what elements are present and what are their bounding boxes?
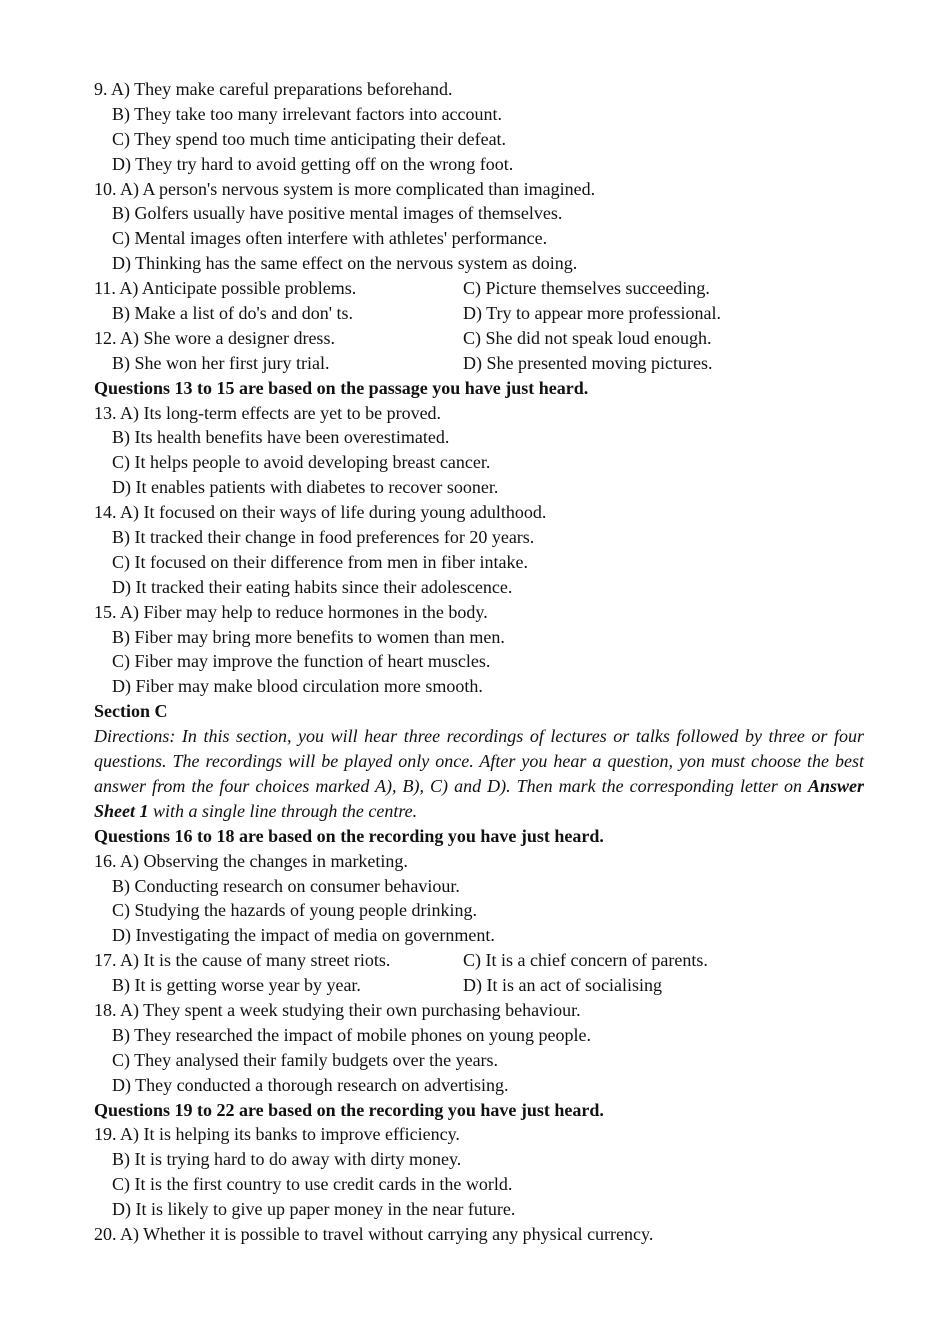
q9-option-c: C) They spend too much time anticipating their defeat. [112,128,507,149]
q18-option-c: C) They analysed their family budgets over the years. [112,1049,499,1070]
heading-questions-16-18: Questions 16 to 18 are based on the recording you have just heard. [94,825,604,846]
q19-option-d: D) It is likely to give up paper money in the near future. [112,1199,516,1220]
q12-row-2 [94,351,864,376]
q10-option-b: B) Golfers usually have positive mental images of themselves. [112,203,563,224]
q15-option-c: C) Fiber may improve the function of heart muscles. [112,651,491,672]
q14-option-c: C) It focused on their difference from men in fiber intake. [112,551,529,572]
q10-option-c: C) Mental images often interfere with athletes' performance. [112,228,548,249]
q9-option-d: D) They try hard to avoid getting off on the wrong foot. [112,153,514,174]
q17-row-1 [94,948,864,973]
heading-questions-13-15: Questions 13 to 15 are based on the passage you have just heard. [94,377,589,398]
q17-option-a: 17. A) It is the cause of many street riots. [94,950,391,971]
q19-option-b: B) It is trying hard to do away with dirty money. [112,1149,462,1170]
q11-row-1 [94,276,864,301]
q16-option-a: 16. A) Observing the changes in marketing. [94,850,408,871]
q11-option-d: D) Try to appear more professional. [463,303,721,324]
q14-option-b: B) It tracked their change in food preferences for 20 years. [112,527,535,548]
q14-option-a: 14. A) It focused on their ways of life during young adulthood. [94,502,547,523]
q16-option-b: B) Conducting research on consumer behaviour. [112,875,460,896]
q12-option-a: 12. A) She wore a designer dress. [94,327,335,348]
q15-option-b: B) Fiber may bring more benefits to women than men. [112,626,505,647]
q12-row-1 [94,326,864,351]
q9-option-a: 9. A) They make careful preparations beforehand. [94,79,453,99]
q11-row-2 [94,301,864,326]
q10-option-d: D) Thinking has the same effect on the nervous system as doing. [112,253,578,274]
q12-option-d: D) She presented moving pictures. [463,352,713,373]
q20-option-a: 20. A) Whether it is possible to travel without carrying any physical currency. [94,1224,654,1245]
q12-option-c: C) She did not speak loud enough. [463,327,712,348]
q15-option-d: D) Fiber may make blood circulation more smooth. [112,676,483,697]
section-c-title: Section C [94,701,168,722]
q17-option-c: C) It is a chief concern of parents. [463,950,708,971]
q13-option-b: B) Its health benefits have been overestimated. [112,427,450,448]
q16-option-d: D) Investigating the impact of media on government. [112,925,495,946]
q19-option-a: 19. A) It is helping its banks to improve efficiency. [94,1124,460,1145]
q17-row-2 [94,973,864,998]
q10-option-a: 10. A) A person's nervous system is more complicated than imagined. [94,178,596,199]
q18-option-b: B) They researched the impact of mobile phones on young people. [112,1024,592,1045]
section-c-directions [94,724,864,824]
q15-option-a: 15. A) Fiber may help to reduce hormones in the body. [94,601,488,622]
q19-option-c: C) It is the first country to use credit cards in the world. [112,1174,513,1195]
q11-option-b: B) Make a list of do's and don' ts. [112,303,353,324]
q11-option-a: 11. A) Anticipate possible problems. [94,278,357,299]
q13-option-d: D) It enables patients with diabetes to recover sooner. [112,477,499,498]
q18-option-a: 18. A) They spent a week studying their own purchasing behaviour. [94,1000,581,1021]
directions-answer-sheet: Answer Sheet 1 [94,775,864,821]
q12-option-b: B) She won her first jury trial. [112,352,330,373]
q18-option-d: D) They conducted a thorough research on advertising. [112,1074,509,1095]
q11-option-c: C) Picture themselves succeeding. [463,278,710,299]
q14-option-d: D) It tracked their eating habits since their adolescence. [112,576,513,597]
directions-text-1: Directions: In this section, you will hear three recordings of lectures or talks followed by three or four questions. The recordings will be played only once. After you hear a question, yon must choose the best answer from the four choices marked A), B), C) and D). Then mark the corresponding letter on [94,726,864,796]
q9-option-b: B) They take too many irrelevant factors into account. [112,103,503,124]
q17-option-b: B) It is getting worse year by year. [112,975,361,996]
q17-option-d: D) It is an act of socialising [463,975,662,996]
directions-text-2: with a single line through the centre. [148,800,418,821]
q13-option-c: C) It helps people to avoid developing breast cancer. [112,452,491,473]
q13-option-a: 13. A) Its long-term effects are yet to be proved. [94,402,442,423]
heading-questions-19-22: Questions 19 to 22 are based on the recording you have just heard. [94,1099,604,1120]
q16-option-c: C) Studying the hazards of young people drinking. [112,900,477,921]
